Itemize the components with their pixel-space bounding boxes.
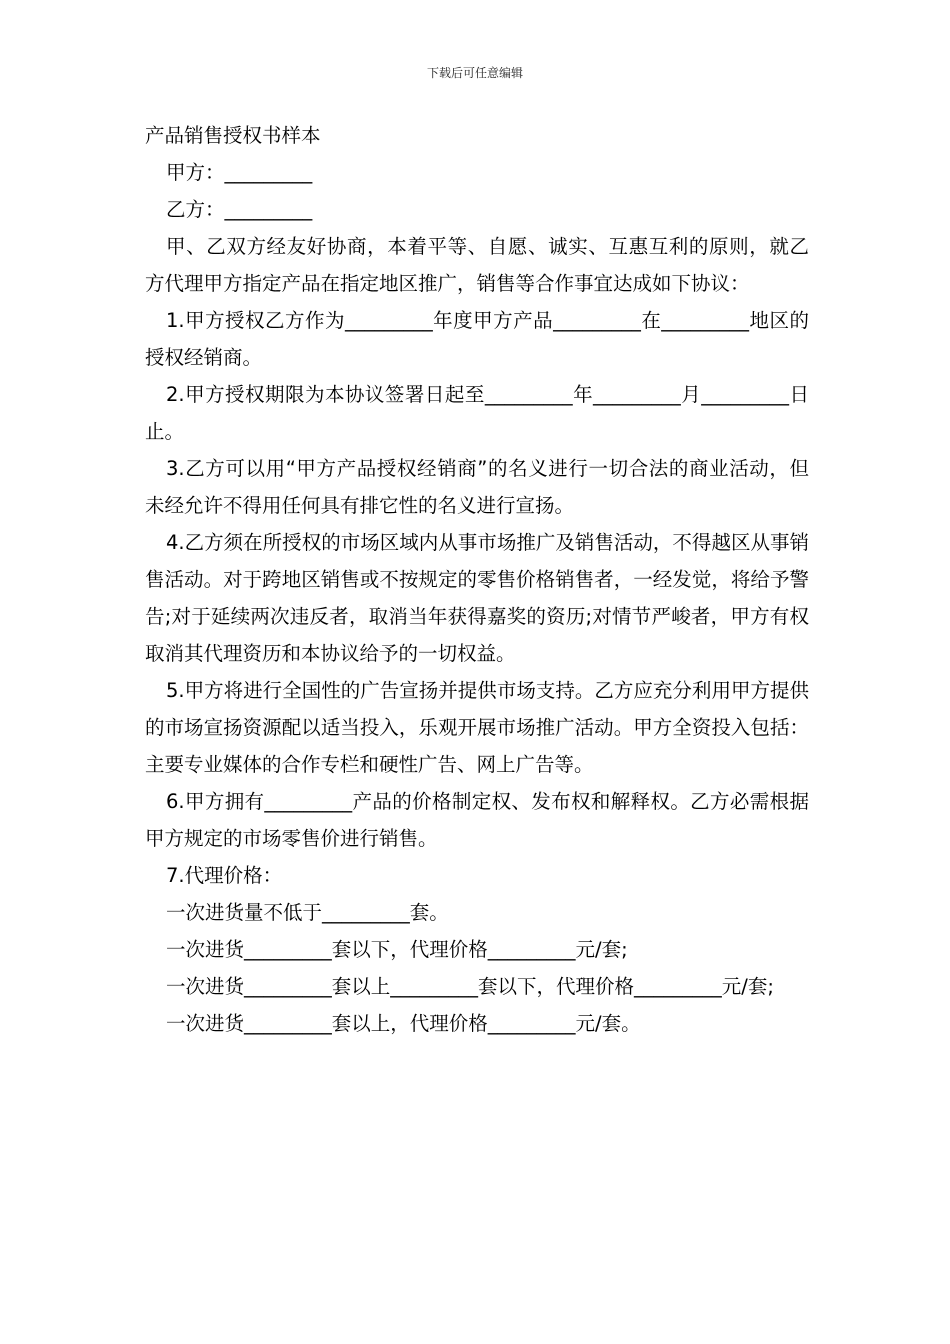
price-tier-2: 一次进货_________套以上_________套以下，代理价格_________元/套; [166,975,774,998]
clause-6: 6.甲方拥有_________产品的价格制定权、发布权和解释权。乙方必需根据甲方规定的市场零售价进行销售。 [145,790,809,850]
price-tier-3: 一次进货_________套以上，代理价格_________元/套。 [166,1012,641,1035]
party-a-line: 甲方：_________ [166,161,313,184]
price-tier-1: 一次进货_________套以下，代理价格_________元/套; [166,938,628,961]
clause-3: 3.乙方可以用“甲方产品授权经销商”的名义进行一切合法的商业活动，但未经允许不得用任何具有排它性的名义进行宣扬。 [145,457,809,517]
page-header-note: 下载后可任意编辑 [426,66,523,80]
clause-7-heading: 7.代理价格： [166,864,283,887]
document-title: 产品销售授权书样本 [145,124,321,147]
clause-1: 1.甲方授权乙方作为_________年度甲方产品_________在_________地区的授权经销商。 [145,309,809,369]
clause-5: 5.甲方将进行全国性的广告宣扬并提供市场支持。乙方应充分利用甲方提供的市场宣扬资源配以适当投入，乐观开展市场推广活动。甲方全资投入包括：主要专业媒体的合作专栏和硬性广告、网上广告等。 [145,679,809,776]
preamble-paragraph: 甲、乙双方经友好协商，本着平等、自愿、诚实、互惠互利的原则，就乙方代理甲方指定产品在指定地区推广，销售等合作事宜达成如下协议： [145,235,809,295]
party-b-line: 乙方：_________ [166,198,313,221]
clause-2: 2.甲方授权期限为本协议签署日起至_________年_________月_________日止。 [145,383,809,443]
clause-4: 4.乙方须在所授权的市场区域内从事市场推广及销售活动，不得越区从事销售活动。对于跨地区销售或不按规定的零售价格销售者，一经发觉，将给予警告;对于延续两次违反者，取消当年获得嘉奖的资历;对情节严峻者，甲方有权取消其代理资历和本协议给予的一切权益。 [145,531,809,665]
price-min-quantity: 一次进货量不低于_________套。 [166,901,449,924]
document-body [145,117,809,1042]
